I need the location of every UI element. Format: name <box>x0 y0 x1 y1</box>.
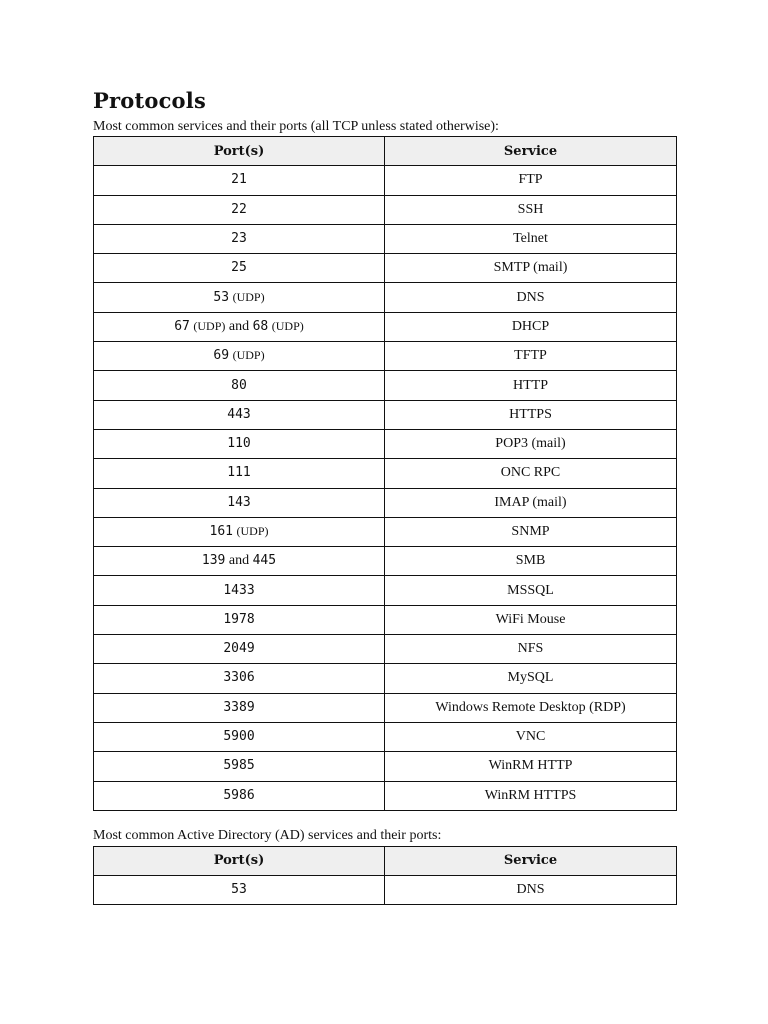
port-cell <box>94 459 385 488</box>
port-number: 69 <box>213 348 230 364</box>
port-column-header: Port(s) <box>94 137 385 166</box>
table-row <box>94 664 677 693</box>
port-number: 68 <box>252 318 269 334</box>
port-cell <box>94 752 385 781</box>
port-cell <box>94 547 385 576</box>
table-row <box>94 312 677 341</box>
port-cell <box>94 400 385 429</box>
table-header-row <box>94 846 677 875</box>
service-cell: DNS <box>385 283 677 312</box>
table-row <box>94 224 677 253</box>
port-cell <box>94 664 385 693</box>
service-cell: IMAP (mail) <box>385 488 677 517</box>
table-header-row <box>94 137 677 166</box>
protocol-note: (UDP) <box>271 318 304 333</box>
port-number: 443 <box>227 406 251 422</box>
services-table-body <box>94 166 677 811</box>
service-cell: Windows Remote Desktop (RDP) <box>385 693 677 722</box>
port-number: 22 <box>231 201 247 217</box>
service-cell: MSSQL <box>385 576 677 605</box>
service-cell: WiFi Mouse <box>385 605 677 634</box>
service-cell: POP3 (mail) <box>385 429 677 458</box>
port-number: 5986 <box>223 787 255 803</box>
port-number: 67 <box>174 318 190 334</box>
port-cell <box>94 635 385 664</box>
table-row <box>94 166 677 195</box>
service-cell: VNC <box>385 722 677 751</box>
port-cell <box>94 312 385 341</box>
table-row <box>94 283 677 312</box>
ad-services-intro: Most common Active Directory (AD) services and their ports: <box>93 827 442 843</box>
service-column-header: Service <box>385 846 677 875</box>
service-cell: WinRM HTTPS <box>385 781 677 810</box>
port-cell <box>94 195 385 224</box>
services-intro: Most common services and their ports (all TCP unless stated otherwise): <box>93 119 499 134</box>
table-row <box>94 722 677 751</box>
service-cell: SSH <box>385 195 677 224</box>
service-cell: DNS <box>385 876 677 905</box>
service-cell: TFTP <box>385 342 677 371</box>
port-cell <box>94 166 385 195</box>
service-cell: MySQL <box>385 664 677 693</box>
port-joiner: and <box>228 318 250 334</box>
protocol-note: (UDP) <box>232 348 265 363</box>
port-cell <box>94 781 385 810</box>
port-cell <box>94 224 385 253</box>
page-title: Protocols <box>93 88 206 113</box>
port-number: 161 <box>209 524 233 539</box>
port-cell <box>94 342 385 371</box>
port-number: 139 <box>201 553 226 569</box>
table-row <box>94 400 677 429</box>
table-row <box>94 254 677 283</box>
port-cell <box>94 517 385 546</box>
port-cell <box>94 283 385 312</box>
service-cell: Telnet <box>385 224 677 253</box>
port-number: 111 <box>227 465 251 481</box>
port-cell <box>94 576 385 605</box>
service-cell: FTP <box>385 166 677 195</box>
port-cell <box>94 722 385 751</box>
service-cell: SNMP <box>385 517 677 546</box>
port-number: 3389 <box>223 699 255 715</box>
port-number: 5900 <box>223 729 255 745</box>
port-cell <box>94 488 385 517</box>
port-number: 110 <box>227 436 251 452</box>
port-number: 23 <box>231 231 247 247</box>
table-row <box>94 488 677 517</box>
port-cell <box>94 429 385 458</box>
port-number: 445 <box>252 553 277 569</box>
port-number: 80 <box>231 377 247 393</box>
port-number: 143 <box>227 494 251 510</box>
port-cell <box>94 605 385 634</box>
port-cell <box>94 876 385 905</box>
table-row <box>94 517 677 546</box>
protocol-note: (UDP) <box>193 318 226 333</box>
ad-ports-table <box>93 846 677 906</box>
service-cell: HTTP <box>385 371 677 400</box>
table-row <box>94 605 677 634</box>
port-number: 5985 <box>223 758 255 774</box>
port-joiner: and <box>228 553 250 569</box>
port-number: 1978 <box>223 611 255 627</box>
table-row <box>94 876 677 905</box>
table-row <box>94 547 677 576</box>
ad-table-body <box>94 876 677 905</box>
table-row <box>94 342 677 371</box>
service-cell: SMB <box>385 547 677 576</box>
service-cell: HTTPS <box>385 400 677 429</box>
port-cell <box>94 254 385 283</box>
table-row <box>94 635 677 664</box>
port-number: 53 <box>231 882 247 898</box>
port-number: 25 <box>231 260 247 276</box>
table-row <box>94 195 677 224</box>
table-row <box>94 371 677 400</box>
port-column-header: Port(s) <box>94 846 385 875</box>
table-row <box>94 429 677 458</box>
service-cell: ONC RPC <box>385 459 677 488</box>
service-cell: DHCP <box>385 312 677 341</box>
table-row <box>94 576 677 605</box>
protocol-note: (UDP) <box>236 524 269 538</box>
service-cell: WinRM HTTP <box>385 752 677 781</box>
port-number: 53 <box>213 289 230 305</box>
port-cell <box>94 371 385 400</box>
table-row <box>94 693 677 722</box>
service-column-header: Service <box>385 137 677 166</box>
service-cell: NFS <box>385 635 677 664</box>
table-row <box>94 781 677 810</box>
table-row <box>94 752 677 781</box>
table-row <box>94 459 677 488</box>
services-ports-table <box>93 136 677 811</box>
protocol-note: (UDP) <box>232 289 265 304</box>
port-number: 21 <box>231 172 247 188</box>
document-page <box>93 86 676 905</box>
port-cell <box>94 693 385 722</box>
port-number: 2049 <box>223 641 255 657</box>
port-number: 1433 <box>223 582 255 598</box>
port-number: 3306 <box>223 670 255 686</box>
service-cell: SMTP (mail) <box>385 254 677 283</box>
